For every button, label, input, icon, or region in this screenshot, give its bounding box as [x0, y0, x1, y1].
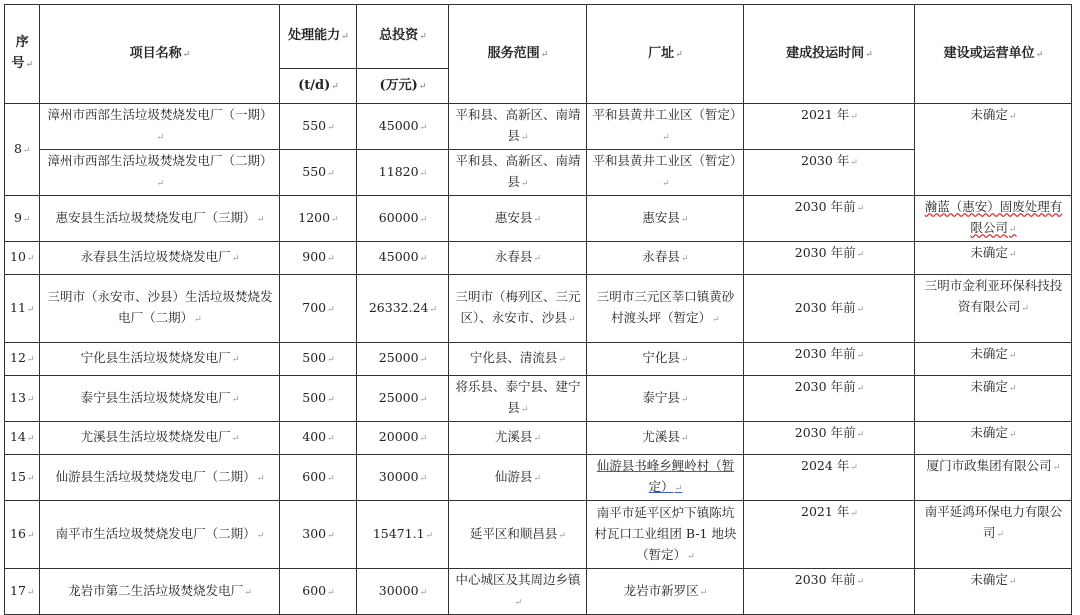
investment-cell: 20000 ↵ [357, 422, 449, 455]
investment-cell: 45000 ↵ [357, 242, 449, 275]
unit-cell: 未确定 ↵ [915, 422, 1072, 455]
service-cell: 平和县、高新区、南靖县 ↵ [449, 150, 587, 196]
service-cell: 中心城区及其周边乡镇 ↵ [449, 569, 587, 615]
service-cell: 仙游县 ↵ [449, 455, 587, 501]
time-cell: 2030 年前 ↵ [744, 376, 915, 422]
header-capacity-unit: (t/d) ↵ [280, 69, 357, 104]
investment-cell: 45000 ↵ [357, 104, 449, 150]
time-cell: 2021 年 ↵ [744, 104, 915, 150]
header-investment: 总投资 ↵ [357, 5, 449, 69]
capacity-cell: 550 ↵ [280, 104, 357, 150]
investment-cell: 26332.24 ↵ [357, 275, 449, 343]
table-row [5, 242, 1072, 275]
time-cell: 2030 年 ↵ [744, 150, 915, 196]
capacity-cell: 900 ↵ [280, 242, 357, 275]
header-capacity: 处理能力 ↵ [280, 5, 357, 69]
service-cell: 尤溪县 ↵ [449, 422, 587, 455]
site-cell: 三明市三元区莘口镇黄砂村渡头坪（暂定） ↵ [587, 275, 744, 343]
site-cell: 尤溪县 ↵ [587, 422, 744, 455]
capacity-cell: 600 ↵ [280, 455, 357, 501]
header-unit: 建设或运营单位 ↵ [915, 5, 1072, 104]
capacity-cell: 550 ↵ [280, 150, 357, 196]
service-cell: 三明市（梅列区、三元区）、永安市、沙县 ↵ [449, 275, 587, 343]
project-table [4, 4, 1072, 615]
seq-cell: 10 ↵ [5, 242, 40, 275]
seq-cell: 9 ↵ [5, 196, 40, 242]
unit-cell: 未确定 ↵ [915, 569, 1072, 615]
unit-cell: 南平延鸿环保电力有限公司 ↵ [915, 501, 1072, 569]
capacity-cell: 400 ↵ [280, 422, 357, 455]
investment-cell: 60000 ↵ [357, 196, 449, 242]
header-seq: 序号 ↵ [5, 5, 40, 104]
name-cell: 南平市生活垃圾焚烧发电厂（二期） ↵ [40, 501, 280, 569]
name-cell: 宁化县生活垃圾焚烧发电厂 ↵ [40, 343, 280, 376]
seq-cell: 17 ↵ [5, 569, 40, 615]
service-cell: 宁化县、清流县 ↵ [449, 343, 587, 376]
site-cell: 惠安县 ↵ [587, 196, 744, 242]
site-cell: 平和县黄井工业区（暂定） ↵ [587, 104, 744, 150]
time-cell: 2024 年 ↵ [744, 455, 915, 501]
seq-cell: 8 ↵ [5, 104, 40, 196]
capacity-cell: 1200 ↵ [280, 196, 357, 242]
name-cell: 惠安县生活垃圾焚烧发电厂（三期） ↵ [40, 196, 280, 242]
table-row [5, 275, 1072, 343]
seq-cell: 16 ↵ [5, 501, 40, 569]
name-cell: 尤溪县生活垃圾焚烧发电厂 ↵ [40, 422, 280, 455]
time-cell: 2030 年前 ↵ [744, 569, 915, 615]
seq-cell: 14 ↵ [5, 422, 40, 455]
table-row [5, 104, 1072, 150]
table-row [5, 150, 1072, 196]
site-cell: 仙游县书峰乡鲤岭村（暂定） ↵ [587, 455, 744, 501]
unit-cell: 未确定 ↵ [915, 104, 1072, 196]
seq-cell: 12 ↵ [5, 343, 40, 376]
service-cell: 永春县 ↵ [449, 242, 587, 275]
time-cell: 2030 年前 ↵ [744, 422, 915, 455]
table-row [5, 422, 1072, 455]
unit-cell: 未确定 ↵ [915, 343, 1072, 376]
table-row [5, 376, 1072, 422]
header-time: 建成投运时间 ↵ [744, 5, 915, 104]
seq-cell: 15 ↵ [5, 455, 40, 501]
name-cell: 永春县生活垃圾焚烧发电厂 ↵ [40, 242, 280, 275]
service-cell: 延平区和顺昌县 ↵ [449, 501, 587, 569]
investment-cell: 11820 ↵ [357, 150, 449, 196]
name-cell: 漳州市西部生活垃圾焚烧发电厂（一期） ↵ [40, 104, 280, 150]
seq-cell: 13 ↵ [5, 376, 40, 422]
time-cell: 2030 年前 ↵ [744, 196, 915, 242]
site-cell: 宁化县 ↵ [587, 343, 744, 376]
time-cell: 2030 年前 ↵ [744, 242, 915, 275]
site-cell: 龙岩市新罗区 ↵ [587, 569, 744, 615]
name-cell: 仙游县生活垃圾焚烧发电厂（二期） ↵ [40, 455, 280, 501]
time-cell: 2021 年 ↵ [744, 501, 915, 569]
unit-cell: 未确定 ↵ [915, 242, 1072, 275]
investment-cell: 25000 ↵ [357, 343, 449, 376]
unit-cell: 瀚蓝（惠安）固废处理有限公司 ↵ [915, 196, 1072, 242]
table-row [5, 343, 1072, 376]
header-site: 厂址 ↵ [587, 5, 744, 104]
service-cell: 惠安县 ↵ [449, 196, 587, 242]
unit-cell: 三明市金利亚环保科技投资有限公司 ↵ [915, 275, 1072, 343]
service-cell: 平和县、高新区、南靖县 ↵ [449, 104, 587, 150]
time-cell: 2030 年前 ↵ [744, 343, 915, 376]
investment-cell: 25000 ↵ [357, 376, 449, 422]
site-cell: 永春县 ↵ [587, 242, 744, 275]
service-cell: 将乐县、泰宁县、建宁县 ↵ [449, 376, 587, 422]
capacity-cell: 600 ↵ [280, 569, 357, 615]
site-cell: 平和县黄井工业区（暂定） ↵ [587, 150, 744, 196]
header-name: 项目名称 ↵ [40, 5, 280, 104]
name-cell: 泰宁县生活垃圾焚烧发电厂 ↵ [40, 376, 280, 422]
seq-cell: 11 ↵ [5, 275, 40, 343]
header-service: 服务范围 ↵ [449, 5, 587, 104]
name-cell: 漳州市西部生活垃圾焚烧发电厂（二期） ↵ [40, 150, 280, 196]
capacity-cell: 300 ↵ [280, 501, 357, 569]
table-row [5, 455, 1072, 501]
table-row [5, 501, 1072, 569]
investment-cell: 15471.1 ↵ [357, 501, 449, 569]
table-row [5, 569, 1072, 615]
site-cell: 南平市延平区炉下镇陈坑村瓦口工业组团 B-1 地块（暂定） ↵ [587, 501, 744, 569]
site-cell: 泰宁县 ↵ [587, 376, 744, 422]
unit-cell: 厦门市政集团有限公司 ↵ [915, 455, 1072, 501]
capacity-cell: 500 ↵ [280, 376, 357, 422]
header-row [5, 5, 1072, 69]
name-cell: 三明市（永安市、沙县）生活垃圾焚烧发电厂（二期） ↵ [40, 275, 280, 343]
investment-cell: 30000 ↵ [357, 569, 449, 615]
investment-cell: 30000 ↵ [357, 455, 449, 501]
capacity-cell: 500 ↵ [280, 343, 357, 376]
unit-cell: 未确定 ↵ [915, 376, 1072, 422]
time-cell: 2030 年前 ↵ [744, 275, 915, 343]
header-investment-unit: (万元) ↵ [357, 69, 449, 104]
capacity-cell: 700 ↵ [280, 275, 357, 343]
name-cell: 龙岩市第二生活垃圾焚烧发电厂 ↵ [40, 569, 280, 615]
table-row [5, 196, 1072, 242]
